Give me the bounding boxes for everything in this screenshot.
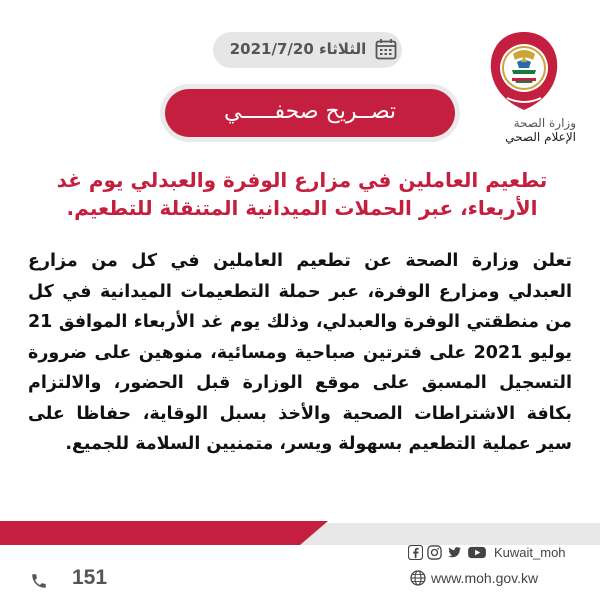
instagram-icon[interactable]	[427, 545, 442, 560]
social-handle[interactable]: Kuwait_moh	[494, 545, 566, 560]
ministry-name: وزارة الصحة	[513, 116, 576, 130]
footer-band	[0, 521, 600, 545]
hotline-number: 151	[72, 566, 108, 589]
press-date: الثلاثاء 2021/7/20	[229, 40, 367, 58]
ministry-logo	[487, 28, 561, 114]
facebook-icon[interactable]	[408, 545, 423, 560]
globe-icon	[410, 570, 426, 586]
website-link[interactable]: www.moh.gov.kw	[431, 570, 539, 586]
headline: تطعيم العاملين في مزارع الوفرة والعبدلي يوم غد الأربعاء، عبر الحملات الميدانية المتنقلة للتطعيم.	[56, 168, 548, 220]
calendar-icon	[375, 38, 397, 60]
twitter-icon[interactable]	[447, 545, 462, 560]
department-name: الإعلام الصحي	[505, 130, 576, 144]
youtube-icon[interactable]	[467, 545, 487, 560]
body-paragraph: تعلن وزارة الصحة عن تطعيم العاملين في كل من مزارع العبدلي ومزارع الوفرة، عبر حملة التطعيمات الميدانية في كل من منطقتي الوفرة والعبدلي، وذلك يوم غد الأربعاء الموافق 21 يوليو 2021 على فترتين صباحية ومسائية، منوهين على ضرورة التسجيل المسبق على موقع الوزارة قبل الحضور، والالتزام بكافة الاشتراطات الصحية والأخذ بسبل الوقاية، حفاظا على سير عملية التطعيم بسهولة ويسر، متمنيين السلامة للجميع.	[28, 251, 572, 454]
press-release-banner: تصــريح صحفـــــي	[165, 89, 455, 137]
phone-icon	[30, 572, 48, 590]
